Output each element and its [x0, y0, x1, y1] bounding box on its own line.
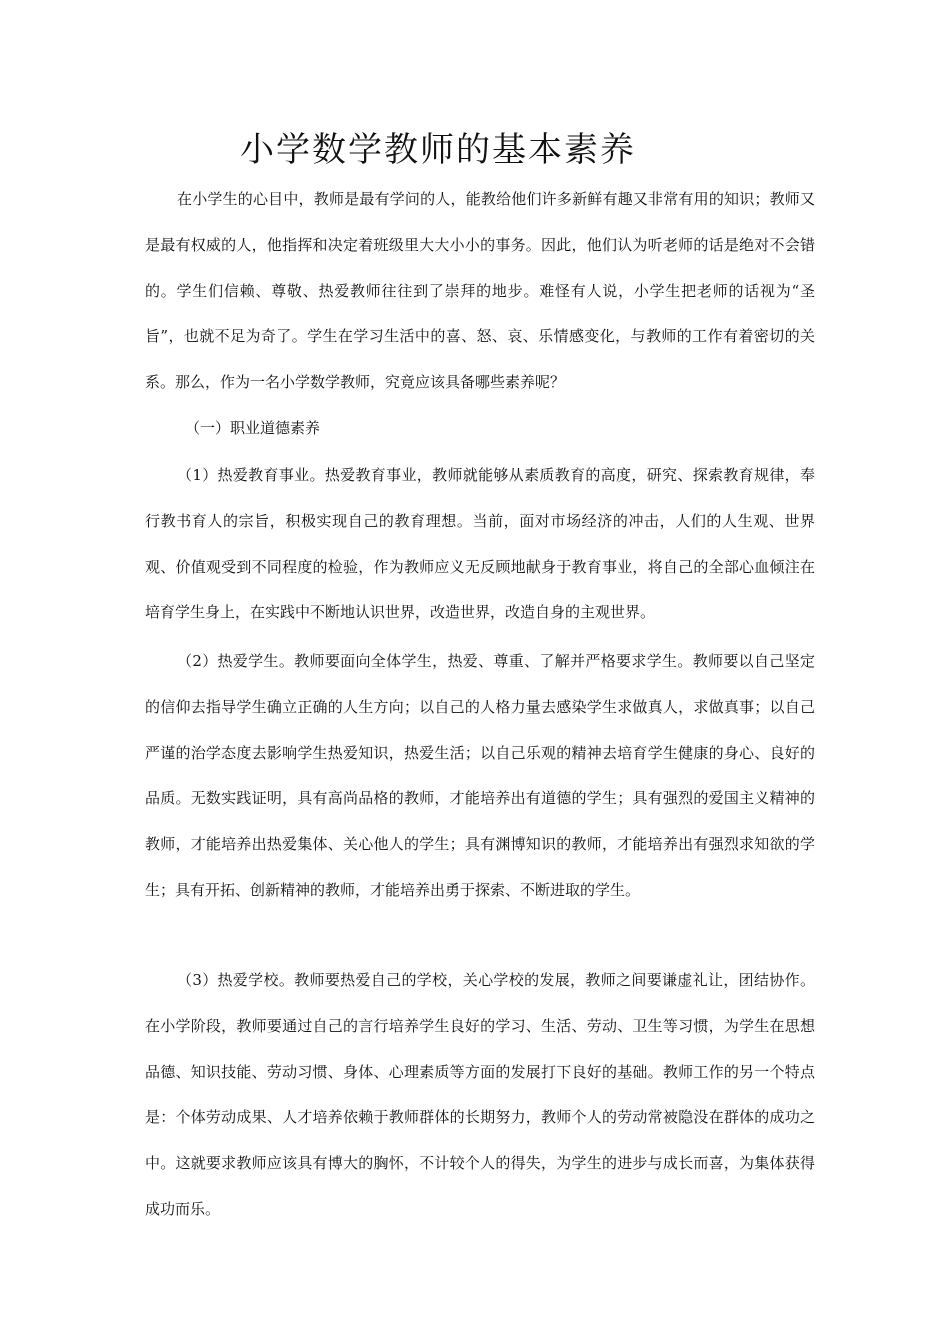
paragraph-love-school: （3）热爱学校。教师要热爱自己的学校，关心学校的发展，教师之间要谦虚礼让，团结协作。在小学阶段，教师要通过自己的言行培养学生良好的学习、生活、劳动、卫生等习惯，为学生在思想品德、知识技能、劳动习惯、身体、心理素质等方面的发展打下良好的基础。教师工作的另一个特点是：个体劳动成果、人才培养依赖于教师群体的长期努力，教师个人的劳动常被隐没在群体的成功之中。这就要求教师应该具有博大的胸怀，不计较个人的得失，为学生的进步与成长而喜，为集体获得成功而乐。 — [145, 971, 815, 1218]
document-title: 小学数学教师的基本素养 — [240, 130, 636, 170]
section-heading: （一）职业道德素养 — [185, 419, 321, 437]
paragraph-love-education: （1）热爱教育事业。热爱教育事业，教师就能够从素质教育的高度，研究、探索教育规律，奉行教书育人的宗旨，积极实现自己的教育理想。当前，面对市场经济的冲击，人们的人生观、世界观、价值观受到不同程度的检验，作为教师应义无反顾地献身于教育事业，将自己的全部心血倾注在培育学生身上，在实践中不断地认识世界，改造世界，改造自身的主观世界。 — [145, 466, 815, 622]
intro-paragraph: 在小学生的心目中，教师是最有学问的人，能教给他们许多新鲜有趣又非常有用的知识；教师又是最有权威的人，他指挥和决定着班级里大大小小的事务。因此，他们认为听老师的话是绝对不会错的。学生们信赖、尊敬、热爱教师往往到了崇拜的地步。难怪有人说，小学生把老师的话视为“圣旨”，也就不足为奇了。学生在学习生活中的喜、怒、哀、乐情感变化，与教师的工作有着密切的关系。那么，作为一名小学数学教师，究竟应该具备哪些素养呢？ — [145, 190, 815, 392]
paragraph-love-students: （2）热爱学生。教师要面向全体学生，热爱、尊重、了解并严格要求学生。教师要以自己坚定的信仰去指导学生确立正确的人生方向；以自己的人格力量去感染学生求做真人，求做真事；以自己严谨的治学态度去影响学生热爱知识，热爱生活；以自己乐观的精神去培育学生健康的身心、良好的品质。无数实践证明，具有高尚品格的教师，才能培养出有道德的学生；具有强烈的爱国主义精神的教师，才能培养出热爱集体、关心他人的学生；具有渊博知识的教师，才能培养出有强烈求知欲的学生；具有开拓、创新精神的教师，才能培养出勇于探索、不断进取的学生。 — [145, 652, 815, 899]
